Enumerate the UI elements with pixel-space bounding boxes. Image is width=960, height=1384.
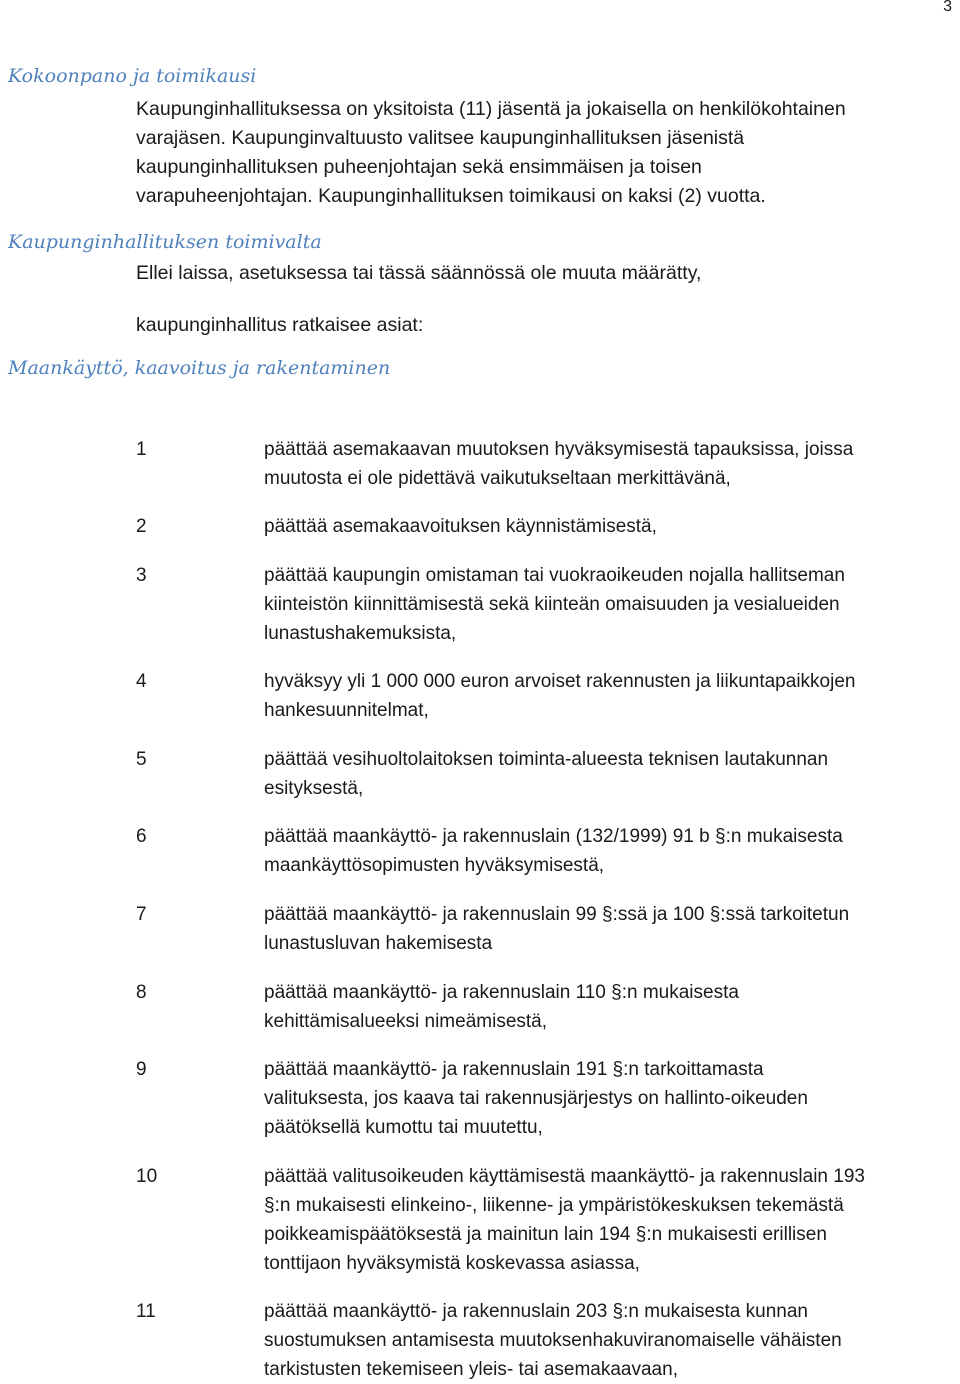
item-text bbox=[264, 1162, 960, 1278]
item-text bbox=[264, 822, 960, 880]
composition-line: Kaupunginhallituksessa on yksitoista (11) jäsentä ja jokaisella on henkilökohtainen bbox=[136, 98, 846, 120]
item-line: muutosta ei ole pidettävä vaikutukseltaan merkittävänä, bbox=[264, 468, 731, 489]
authority-line-1: Ellei laissa, asetuksessa tai tässä säännössä ole muuta määrätty, bbox=[136, 262, 702, 284]
item-number: 4 bbox=[136, 671, 147, 692]
item-line: poikkeamispäätöksestä ja mainitun lain 194 §:n mukaisesti erillisen bbox=[264, 1224, 827, 1245]
list-item bbox=[136, 822, 960, 880]
item-line: päättää maankäyttö- ja rakennuslain 110 §:n mukaisesta bbox=[264, 982, 739, 1003]
list-item bbox=[136, 900, 960, 958]
item-number: 6 bbox=[136, 826, 147, 847]
item-line: päättää maankäyttö- ja rakennuslain 99 §:ssä ja 100 §:ssä tarkoitetun bbox=[264, 904, 850, 925]
page-number: 3 bbox=[943, 0, 952, 15]
item-line: päätöksellä kumottu tai muutettu, bbox=[264, 1117, 543, 1138]
heading-composition: Kokoonpano ja toimikausi bbox=[8, 65, 257, 87]
item-text bbox=[264, 561, 960, 648]
item-line: tonttijaon hyväksymistä koskevassa asiassa, bbox=[264, 1253, 640, 1274]
item-number: 7 bbox=[136, 904, 147, 925]
item-text bbox=[264, 512, 960, 541]
list-item bbox=[136, 512, 960, 541]
list-item bbox=[136, 561, 960, 648]
item-number: 9 bbox=[136, 1059, 147, 1080]
item-line: valituksesta, jos kaava tai rakennusjärjestys on hallinto-oikeuden bbox=[264, 1088, 808, 1109]
heading-authority: Kaupunginhallituksen toimivalta bbox=[8, 231, 322, 253]
item-line: päättää maankäyttö- ja rakennuslain 203 §:n mukaisesta kunnan bbox=[264, 1301, 808, 1322]
item-line: kiinteistön kiinnittämisestä sekä kiinteän omaisuuden ja vesialueiden bbox=[264, 594, 840, 615]
list-item bbox=[136, 1297, 960, 1384]
item-line: päättää asemakaavoituksen käynnistämisestä, bbox=[264, 516, 657, 537]
item-number: 5 bbox=[136, 749, 147, 770]
list-item bbox=[136, 745, 960, 803]
item-text bbox=[264, 745, 960, 803]
item-text bbox=[264, 667, 960, 725]
item-number: 1 bbox=[136, 439, 147, 460]
item-line: §:n mukaisesti elinkeino-, liikenne- ja ympäristökeskuksen tekemästä bbox=[264, 1195, 844, 1216]
item-number: 8 bbox=[136, 982, 147, 1003]
list-item bbox=[136, 1055, 960, 1142]
item-line: hankesuunnitelmat, bbox=[264, 700, 429, 721]
composition-line: kaupunginhallituksen puheenjohtajan sekä ensimmäisen ja toisen bbox=[136, 156, 702, 178]
heading-land-use: Maankäyttö, kaavoitus ja rakentaminen bbox=[8, 357, 391, 379]
composition-line: varajäsen. Kaupunginvaltuusto valitsee kaupunginhallituksen jäsenistä bbox=[136, 127, 745, 149]
item-line: lunastushakemuksista, bbox=[264, 623, 457, 644]
item-text bbox=[264, 1297, 960, 1384]
composition-line: varapuheenjohtajan. Kaupunginhallituksen toimikausi on kaksi (2) vuotta. bbox=[136, 185, 766, 207]
item-line: päättää valitusoikeuden käyttämisestä maankäyttö- ja rakennuslain 193 bbox=[264, 1166, 865, 1187]
composition-paragraph bbox=[136, 95, 936, 211]
list-item bbox=[136, 435, 960, 493]
item-number: 3 bbox=[136, 565, 147, 586]
item-line: päättää maankäyttö- ja rakennuslain 191 §:n tarkoittamasta bbox=[264, 1059, 764, 1080]
item-line: esityksestä, bbox=[264, 778, 364, 799]
list-item bbox=[136, 667, 960, 725]
authority-line-2: kaupunginhallitus ratkaisee asiat: bbox=[136, 314, 424, 336]
item-line: päättää kaupungin omistaman tai vuokraoikeuden nojalla hallitseman bbox=[264, 565, 845, 586]
item-number: 10 bbox=[136, 1166, 158, 1187]
item-line: tarkistusten tekemiseen yleis- tai asemakaavaan, bbox=[264, 1359, 678, 1380]
item-number: 11 bbox=[136, 1301, 156, 1322]
item-text bbox=[264, 1055, 960, 1142]
item-line: lunastusluvan hakemisesta bbox=[264, 933, 493, 954]
item-line: päättää vesihuoltolaitoksen toiminta-alueesta teknisen lautakunnan bbox=[264, 749, 829, 770]
item-line: päättää maankäyttö- ja rakennuslain (132/1999) 91 b §:n mukaisesta bbox=[264, 826, 843, 847]
item-line: hyväksyy yli 1 000 000 euron arvoiset rakennusten ja liikuntapaikkojen bbox=[264, 671, 856, 692]
item-line: suostumuksen antamisesta muutoksenhakuviranomaiselle vähäisten bbox=[264, 1330, 842, 1351]
item-text bbox=[264, 978, 960, 1036]
item-line: kehittämisalueeksi nimeämisestä, bbox=[264, 1011, 548, 1032]
item-text bbox=[264, 435, 960, 493]
item-number: 2 bbox=[136, 516, 147, 537]
list-item bbox=[136, 978, 960, 1036]
item-line: maankäyttösopimusten hyväksymisestä, bbox=[264, 855, 605, 876]
item-text bbox=[264, 900, 960, 958]
list-item bbox=[136, 1162, 960, 1278]
item-line: päättää asemakaavan muutoksen hyväksymisestä tapauksissa, joissa bbox=[264, 439, 854, 460]
